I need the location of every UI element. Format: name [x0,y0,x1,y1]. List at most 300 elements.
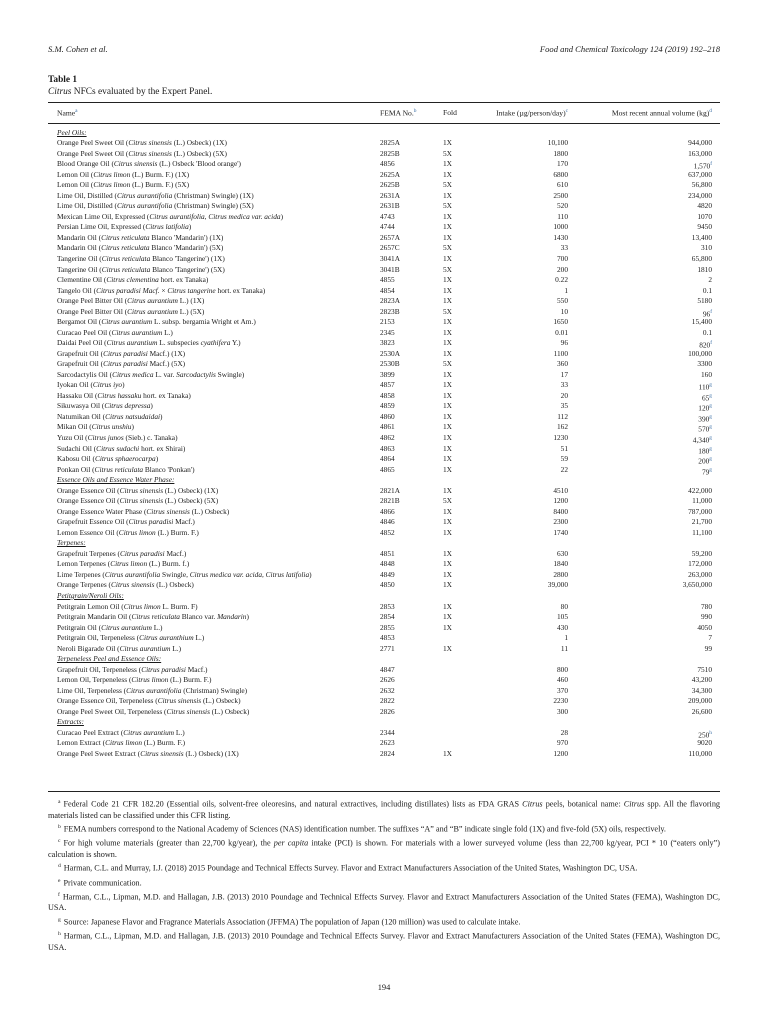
cell-volume [590,243,712,254]
cell-volume [590,222,712,233]
text-run: × [159,285,168,295]
cell-intake: 1200 [553,496,568,506]
cell-volume [590,696,712,707]
cell-intake: 700 [556,253,568,263]
italic-run: Citrus reticulata [101,232,150,242]
text-run: hort. ex Shirai) [139,443,186,453]
cell-name [57,602,198,613]
text-run: (L.) Osbeck) (1X) [163,485,219,495]
table-row [0,507,768,518]
text-run: Y.) [230,338,241,348]
cell-name [57,454,158,465]
column-header-fema-label: FEMA No. [380,108,414,118]
table-row [0,549,768,560]
table-header-rule [48,123,720,124]
cell-fema-number: 4852 [380,527,395,537]
cell-fold: 1X [443,622,452,632]
cell-intake: 1000 [553,222,568,232]
text-run: Tangelo Oil ( [57,285,97,295]
cell-fema-number: 2345 [380,327,395,337]
table-row [0,454,768,465]
cell-intake: 970 [556,738,568,748]
cell-intake: 2800 [553,569,568,579]
cell-volume [590,507,712,518]
text-run: Grapefruit Oil ( [57,348,104,358]
table-top-rule [48,102,720,103]
cell-volume [590,233,712,244]
cell-volume [590,254,712,265]
cell-name [57,528,199,539]
cell-intake: 10 [560,306,568,316]
table-row [0,644,768,655]
footnote [48,822,720,835]
text-run: ) [246,612,249,622]
text-run: Sikuwasya Oil ( [57,401,105,411]
footnote-mark: h [58,930,61,937]
text-run: Orange Essence Oil, Terpeneless ( [57,696,158,706]
cell-volume [590,275,712,286]
italic-run: Citrus aurantifolia, Citrus medica var. acida [149,211,281,221]
italic-run: Citrus sinensis [140,748,184,758]
cell-fold: 1X [443,411,452,421]
italic-run: Citrus sinensis [166,706,210,716]
section-label: Petitgrain/Neroli Oils: [57,590,124,600]
cell-fold: 5X [443,496,452,506]
section-label: Extracts: [57,717,84,727]
cell-intake: 80 [560,601,568,611]
cell-fema-number: 4744 [380,222,395,232]
text-run: Macf.) (5X) [147,359,186,369]
italic-run: Citrus hassaku [97,390,142,400]
footnote [48,890,720,914]
cell-fema-number: 2625B [380,180,400,190]
text-run: (L.) Osbeck) (5X) [171,148,227,158]
italic-run: Citrus sinensis [119,496,164,506]
column-header-intake-ref: c [565,108,568,114]
cell-volume [590,738,712,749]
cell-volume-value: 4820 [697,201,712,211]
cell-intake: 1840 [553,559,568,569]
italic-run: Citrus aurantifolia [116,201,173,211]
text-run: L.) [193,633,205,643]
text-run: Blanco 'Mandarin') (5X) [149,243,224,253]
cell-volume-footnote-ref: g [709,403,712,410]
table-row [0,570,768,581]
cell-volume-footnote-ref: f [710,340,712,347]
cell-volume-value: 250 [698,730,710,740]
cell-fold: 1X [443,275,452,285]
cell-fema-number: 4849 [380,569,395,579]
cell-volume-value: 780 [700,601,712,611]
cell-intake: 0.01 [555,327,568,337]
italic-run: Citrus [623,799,645,809]
cell-fold: 1X [443,296,452,306]
cell-volume-value: 11,100 [692,527,712,537]
cell-volume-value: 0.1 [702,285,712,295]
italic-run: Citrus auranthium [139,633,194,643]
cell-volume-value: 100,000 [688,348,712,358]
table-row [0,159,768,170]
text-run: intake (PCI) is shown. For materials with a lower surveyed volume (less than 22,700 kg/year, PCI * 10 (“eaters only”) calculation is shown. [48,838,720,859]
cell-intake: 17 [560,369,568,379]
cell-volume-value: 1070 [697,211,712,221]
cell-volume-value: 13,400 [691,232,712,242]
text-run: Blood Orange Oil ( [57,159,114,169]
cell-intake: 0.22 [555,275,568,285]
text-run: Petitgrain Lemon Oil ( [57,601,124,611]
text-run: (L.) Osbeck) [154,580,194,590]
italic-run: Citrus medica var. acida, Citrus latifolia [189,569,310,579]
footnote-mark: b [58,824,61,831]
cell-name [57,559,189,570]
text-run: (L.) Burm. f.) [147,559,190,569]
page-number: 194 [377,983,391,992]
cell-volume-value: 172,000 [688,559,712,569]
italic-run: Citrus sinensis [111,580,155,590]
cell-volume-value: 110 [698,382,710,392]
cell-volume-value: 180 [698,445,710,455]
cell-volume-value: 96 [702,309,711,319]
cell-fold: 1X [443,433,452,442]
cell-fema-number: 2825A [380,138,400,148]
cell-volume [590,749,712,760]
cell-name [57,633,204,644]
cell-volume-value: 422,000 [688,485,712,495]
table-row [0,149,768,160]
text-run: Natumikan Oil ( [57,411,106,421]
italic-run: Citrus limon [105,738,143,748]
cell-fema-number: 2825B [380,148,400,158]
text-run: Private communication. [63,878,142,888]
cell-volume-footnote-ref: g [709,435,712,441]
cell-volume [590,580,712,591]
cell-intake: 10,100 [547,138,568,148]
cell-intake: 1100 [553,348,568,358]
text-run: Blanco 'Tangerine') (5X) [150,264,225,274]
cell-volume-footnote-ref: g [709,445,712,452]
text-run: Kabosu Oil ( [57,454,95,464]
italic-run: Citrus sinensis [119,485,164,495]
text-run: (L.) Burm. F.) [155,527,199,537]
italic-run: Citrus paradisi [141,664,186,674]
cell-fema-number: 2824 [380,748,395,758]
table-row [0,665,768,676]
text-run: Harman, C.L., Lipman, M.D. and Hallagan, J.B. (2013) 2010 Poundage and Technical Effects Survey. Flavor and Extract Manufacturers Association of the United States (FEMA), Washington DC, USA. [48,931,720,952]
cell-intake: 520 [556,201,568,211]
cell-fema-number: 3041B [380,264,400,274]
text-run: Sarcodactylis Oil ( [57,369,113,379]
cell-volume-value: 1810 [697,264,712,274]
text-run: Lime Terpenes ( [57,569,105,579]
cell-fold: 1X [443,401,452,411]
cell-fema-number: 4851 [380,548,395,558]
section-label: Peel Oils: [57,127,87,137]
cell-fema-number: 2657A [380,232,400,242]
italic-run: Citrus depressa [104,401,151,411]
cell-volume-value: 120 [698,403,710,413]
footnote [48,836,720,860]
text-run: Blanco var. [179,612,218,622]
text-run: Orange Peel Sweet Oil ( [57,148,129,158]
text-run: Iyokan Oil ( [57,380,93,390]
cell-intake: 430 [556,622,568,632]
cell-name [57,612,249,623]
running-head-journal: Food and Chemical Toxicology 124 (2019) 192–218 [539,44,720,54]
cell-fema-number: 2632 [380,685,395,695]
cell-intake: 1 [564,285,568,295]
cell-volume-value: 209,000 [688,696,712,706]
text-run: Blanco 'Tangerine') (1X) [150,253,225,263]
table-caption-text: NFCs evaluated by the Expert Panel. [71,87,213,97]
cell-name [57,401,153,412]
cell-name [57,496,218,507]
cell-intake: 96 [560,338,568,348]
cell-volume-value: 15,400 [691,317,712,327]
text-run: Lemon Oil ( [57,169,94,179]
cell-volume-value: 11,000 [692,496,712,506]
italic-run: Citrus aurantium [119,643,171,653]
text-run: Lemon Oil ( [57,180,94,190]
cell-fema-number: 4854 [380,285,395,295]
cell-intake: 300 [556,706,568,716]
cell-volume-footnote-ref: g [709,466,712,473]
text-run: Mandarin Oil ( [57,232,102,242]
cell-fema-number: 4848 [380,559,395,569]
italic-run: Citrus aurantium [111,327,163,337]
table-row [0,633,768,644]
table-caption-genus: Citrus [48,87,72,97]
table-row [0,286,768,297]
text-run: (L.) Osbeck) (1X) [183,748,239,758]
cell-intake: 35 [560,401,568,411]
text-run: Mandarin Oil ( [57,243,102,253]
cell-fema-number: 2344 [380,727,395,737]
cell-fold: 5X [443,243,452,253]
column-header-name-label: Name [57,108,76,118]
cell-fema-number: 3899 [380,369,395,379]
cell-volume [590,665,712,676]
cell-intake: 22 [560,464,568,474]
cell-name [57,412,162,423]
cell-fold: 1X [443,317,452,327]
cell-fema-number: 4850 [380,580,395,590]
cell-name [57,275,208,286]
cell-volume [590,633,712,644]
text-run: (L.) Osbeck) [209,706,250,716]
section-label: Terpenes: [57,538,86,548]
cell-intake: 4510 [553,485,568,495]
cell-fold: 1X [443,580,452,590]
cell-fold: 1X [443,232,452,242]
cell-fema-number: 2823A [380,296,400,306]
text-run: Grapefruit Essence Oil ( [57,517,129,527]
cell-volume-value: 56,800 [691,180,712,190]
cell-fold: 5X [443,359,452,369]
text-run: Orange Peel Bitter Oil ( [57,306,128,316]
italic-run: Citrus tangerine [167,285,216,295]
text-run: FEMA numbers correspond to the National Academy of Sciences (NAS) identification number. The suffixes “A” and “B” indicate single fold (1X) and five-fold (5X) oils, respectively. [63,824,666,834]
cell-name [57,296,204,307]
column-header-intake-label: Intake (µg/person/day) [496,108,566,118]
italic-run: Citrus limon [93,169,131,179]
footnote-mark: c [58,838,61,845]
cell-volume-footnote-ref: g [709,392,712,399]
cell-volume [590,201,712,212]
cell-volume-footnote-ref: h [709,729,712,736]
text-run: L.) (1X) [177,296,205,306]
table-row [0,138,768,149]
cell-fold: 5X [443,201,452,211]
cell-intake: 1200 [553,748,568,758]
cell-fema-number: 3041A [380,253,400,263]
cell-fold: 1X [443,464,452,474]
footnote-mark: d [58,863,61,870]
table-row [0,412,768,423]
cell-name [57,644,181,655]
text-run: L. var. [153,369,177,379]
cell-fold: 1X [443,327,452,337]
cell-volume [590,602,712,613]
cell-volume [590,559,712,570]
cell-intake: 610 [556,180,568,190]
cell-volume-value: 3,650,000 [682,580,712,590]
cell-name [57,328,173,339]
cell-fema-number: 4846 [380,517,395,527]
cell-fema-number: 2853 [380,601,395,611]
cell-intake: 33 [560,380,568,390]
cell-volume-footnote-ref: g [709,382,712,389]
cell-volume [590,286,712,297]
text-run: Lemon Essence Oil ( [57,527,119,537]
table-row [0,675,768,686]
italic-run: Citrus unshiu [91,422,132,432]
cell-volume-value: 3300 [697,359,712,369]
cell-intake: 360 [556,359,568,369]
cell-intake: 59 [560,454,568,464]
italic-run: Citrus aurantifolia [116,190,173,200]
cell-volume-value: 4050 [697,622,712,632]
text-run: Curacao Peel Extract ( [57,727,124,737]
cell-fold: 5X [443,264,452,274]
text-run: ) [155,454,159,464]
italic-run: Citrus limon [131,675,169,685]
table-row [0,444,768,455]
cell-fold: 1X [443,506,452,516]
cell-volume-value: 234,000 [688,190,712,200]
cell-fold: 1X [443,253,452,263]
text-run: hort. ex Tanaka) [141,390,191,400]
italic-run: Citrus [522,799,543,809]
table-row [0,496,768,507]
cell-fold: 5X [443,148,452,158]
cell-fema-number: 2623 [380,738,395,748]
cell-intake: 110 [557,211,568,221]
cell-volume [590,528,712,539]
text-run: ) [131,422,134,432]
cell-intake: 1650 [553,317,568,327]
italic-run: Citrus aurantium [127,306,178,316]
cell-name [57,486,218,497]
cell-name [57,159,241,170]
cell-name [57,738,185,749]
table-section-heading [0,475,768,486]
italic-run: Sarcodactylis [176,369,216,379]
cell-name [57,138,227,149]
footnote [48,929,720,953]
cell-volume [590,191,712,202]
table-row [0,486,768,497]
italic-run: Citrus reticulata [101,264,151,274]
cell-volume-value: 637,000 [688,169,712,179]
text-run: Tangerine Oil ( [57,264,102,274]
column-header-fold: Fold [443,108,457,117]
cell-fema-number: 4865 [380,464,395,474]
text-run: Harman, C.L., Lipman, M.D. and Hallagan, J.B. (2013) 2010 Poundage and Technical Effects Survey. Flavor and Extract Manufacturers Association of the United States (FEMA), Washington DC, USA. [48,892,720,913]
cell-name [57,686,247,697]
cell-name [57,307,204,318]
cell-fema-number: 4857 [380,380,395,390]
text-run: L. Burm. F) [160,601,198,611]
cell-fold: 1X [443,643,452,653]
italic-run: Citrus sudachi [96,443,140,453]
cell-volume-value: 390 [698,414,710,424]
table-row [0,370,768,381]
running-head-authors: S.M. Cohen et al. [48,44,108,54]
cell-volume [590,296,712,307]
cell-volume [590,517,712,528]
cell-intake: 33 [560,243,568,253]
italic-run: Citrus limon [123,601,161,611]
cell-volume-value: 5180 [697,296,712,306]
italic-run: Citrus reticulata [94,464,144,474]
italic-run: Citrus latifolia [145,222,189,232]
cell-volume-value: 310 [700,243,712,253]
cell-volume-value: 0.1 [702,327,712,337]
cell-fold: 1X [443,748,452,758]
cell-fold: 1X [443,190,452,200]
text-run: (Christman) Swingle) (1X) [172,190,254,200]
cell-intake: 20 [560,390,568,400]
cell-fema-number: 4866 [380,506,395,516]
text-run: Macf.) [173,517,195,527]
text-run: Grapefruit Oil ( [57,359,104,369]
cell-name [57,170,189,181]
cell-volume [590,623,712,634]
text-run: spp. All the flavoring materials listed can be classified under this CFR listing. [48,799,721,820]
table-row [0,738,768,749]
cell-fema-number: 4859 [380,401,395,411]
table-row [0,317,768,328]
text-run: L.) (5X) [177,306,205,316]
text-run: Orange Peel Sweet Oil, Terpeneless ( [57,706,167,716]
italic-run: Citrus reticulata [101,243,150,253]
table-row [0,401,768,412]
cell-volume [590,170,712,181]
italic-run: Citrus iyo [92,380,123,390]
cell-fema-number: 2657C [380,243,400,253]
cell-name [57,517,195,528]
text-run: Federal Code 21 CFR 182.20 (Essential oils, solvent-free oleoresins, and natural extractives, including distillates) lists as FDA GRAS [63,799,523,809]
text-run: Lemon Terpenes ( [57,559,111,569]
italic-run: Citrus aurantium [101,317,153,327]
cell-fold: 1X [443,159,452,169]
column-header-fema [380,108,416,120]
cell-name [57,243,223,254]
italic-run: cyathifera [200,338,231,348]
text-run: Petitgrain Oil, Terpeneless ( [57,633,140,643]
cell-volume [590,328,712,339]
text-run: Lime Oil, Distilled ( [57,201,117,211]
